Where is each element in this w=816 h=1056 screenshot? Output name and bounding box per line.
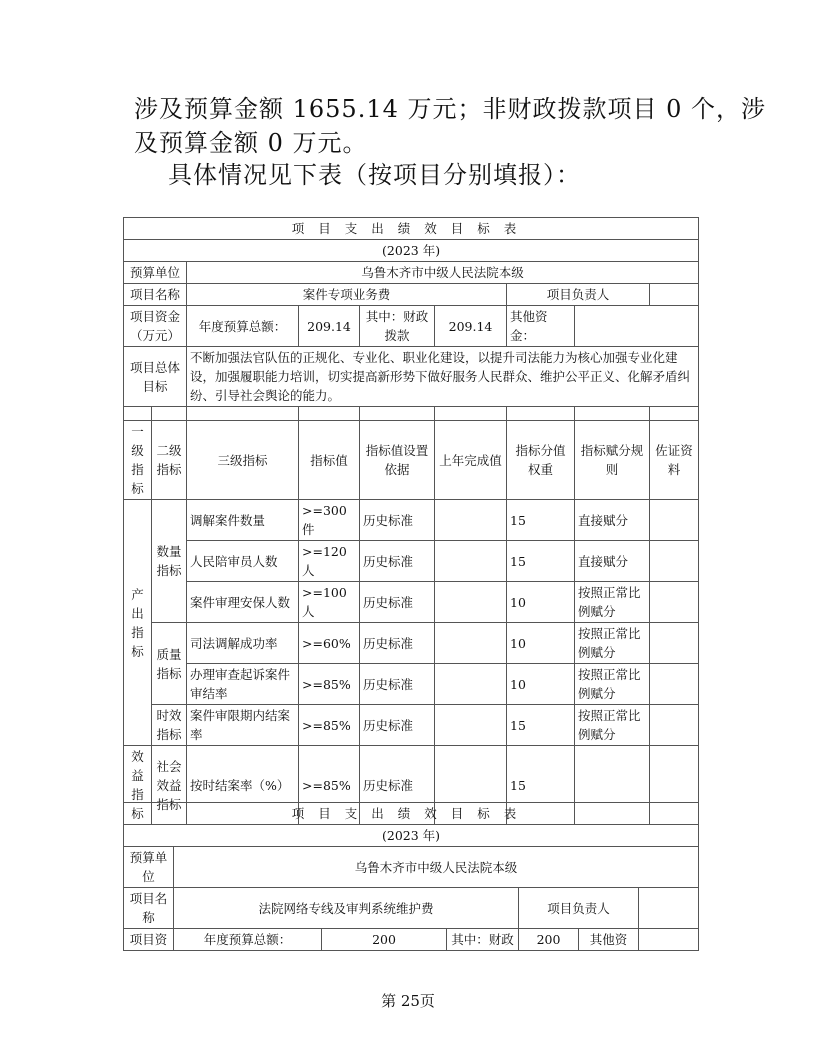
table-row: 办理审查起诉案件审结率 >=85% 历史标准 10 按照正常比例赋分 bbox=[124, 664, 699, 705]
table-row: 时效指标 案件审限期内结案率 >=85% 历史标准 15 按照正常比例赋分 bbox=[124, 705, 699, 746]
table1-project-name-label: 项目名称 bbox=[124, 284, 187, 306]
table2-year: (2023 年) bbox=[124, 825, 699, 847]
table2-unit-value: 乌鲁木齐市中级人民法院本级 bbox=[174, 847, 699, 888]
table2-other-label: 其他资 bbox=[579, 929, 639, 951]
table1-annual-budget-value: 209.14 bbox=[299, 306, 360, 347]
table2-project-name-label: 项目名称 bbox=[124, 888, 174, 929]
table1-goal-text: 不断加强法官队伍的正规化、专业化、职业化建设，以提升司法能力为核心加强专业化建设，加强履职能力培训，切实提高新形势下做好服务人民群众、维护公平正义、化解矛盾纠纷、引导社会舆论的能力。 bbox=[187, 347, 699, 407]
table1-fiscal-value: 209.14 bbox=[435, 306, 507, 347]
table1-other-value bbox=[575, 306, 699, 347]
intro-line-3: 具体情况见下表（按项目分别填报）： bbox=[168, 161, 581, 189]
table2-fiscal-label: 其中：财政 bbox=[447, 929, 519, 951]
header-value: 指标值 bbox=[299, 421, 360, 500]
level1-benefit: 效益指标 bbox=[124, 746, 152, 825]
header-rule: 指标赋分规则 bbox=[575, 421, 650, 500]
header-weight: 指标分值权重 bbox=[507, 421, 575, 500]
table2-unit-label: 预算单位 bbox=[124, 847, 174, 888]
header-level3: 三级指标 bbox=[187, 421, 299, 500]
table1-year: (2023 年) bbox=[124, 240, 699, 262]
table1-unit-label: 预算单位 bbox=[124, 262, 187, 284]
intro-line-1: 涉及预算金额 1655.14 万元；非财政拨款项目 0 个，涉 bbox=[134, 95, 767, 123]
header-basis: 指标值设置依据 bbox=[360, 421, 435, 500]
table-row: 案件审理安保人数 >=100 人 历史标准 10 按照正常比例赋分 bbox=[124, 582, 699, 623]
intro-line-2: 及预算金额 0 万元。 bbox=[134, 129, 368, 157]
table1-fiscal-label: 其中：财政拨款 bbox=[360, 306, 435, 347]
level2-timeliness: 时效指标 bbox=[152, 705, 187, 746]
table-row: 效益指标 社会效益指标 按时结案率（%） >=85% 历史标准 15 bbox=[124, 746, 699, 825]
table1-unit-value: 乌鲁木齐市中级人民法院本级 bbox=[187, 262, 699, 284]
table2-fiscal-value: 200 bbox=[519, 929, 579, 951]
page-number: 第 25页 bbox=[381, 992, 435, 1010]
level2-social: 社会效益指标 bbox=[152, 746, 187, 825]
table1-title: 项目支出绩效目标表 bbox=[124, 218, 699, 240]
header-level2: 二级指标 bbox=[152, 421, 187, 500]
performance-table-2 bbox=[123, 802, 699, 951]
header-evidence: 佐证资料 bbox=[650, 421, 699, 500]
table2-other-value bbox=[639, 929, 699, 951]
table1-other-label: 其他资金： bbox=[507, 306, 575, 347]
table2-fund-label: 项目资 bbox=[124, 929, 174, 951]
table1-fund-label: 项目资金（万元） bbox=[124, 306, 187, 347]
table1-annual-budget-label: 年度预算总额： bbox=[187, 306, 299, 347]
level2-quality: 质量指标 bbox=[152, 623, 187, 705]
table2-project-name-value: 法院网络专线及审判系统维护费 bbox=[174, 888, 519, 929]
table1-responsible-label: 项目负责人 bbox=[507, 284, 650, 306]
performance-table-1 bbox=[123, 217, 699, 825]
table1-responsible-value bbox=[650, 284, 699, 306]
header-level1: 一级指标 bbox=[124, 421, 152, 500]
level2-quantity: 数量指标 bbox=[152, 500, 187, 623]
table2-title: 项目支出绩效目标表 bbox=[124, 803, 699, 825]
table-row: 产出指标 数量指标 调解案件数量 >=300 件 历史标准 15 直接赋分 bbox=[124, 500, 699, 541]
table-row: 质量指标 司法调解成功率 >=60% 历史标准 10 按照正常比例赋分 bbox=[124, 623, 699, 664]
header-prev: 上年完成值 bbox=[435, 421, 507, 500]
table-row: 人民陪审员人数 >=120 人 历史标准 15 直接赋分 bbox=[124, 541, 699, 582]
table2-responsible-value bbox=[639, 888, 699, 929]
level1-output: 产出指标 bbox=[124, 500, 152, 746]
table2-annual-budget-value: 200 bbox=[322, 929, 447, 951]
table1-goal-label: 项目总体目标 bbox=[124, 347, 187, 407]
table2-annual-budget-label: 年度预算总额： bbox=[174, 929, 322, 951]
table1-project-name-value: 案件专项业务费 bbox=[187, 284, 507, 306]
table2-responsible-label: 项目负责人 bbox=[519, 888, 639, 929]
